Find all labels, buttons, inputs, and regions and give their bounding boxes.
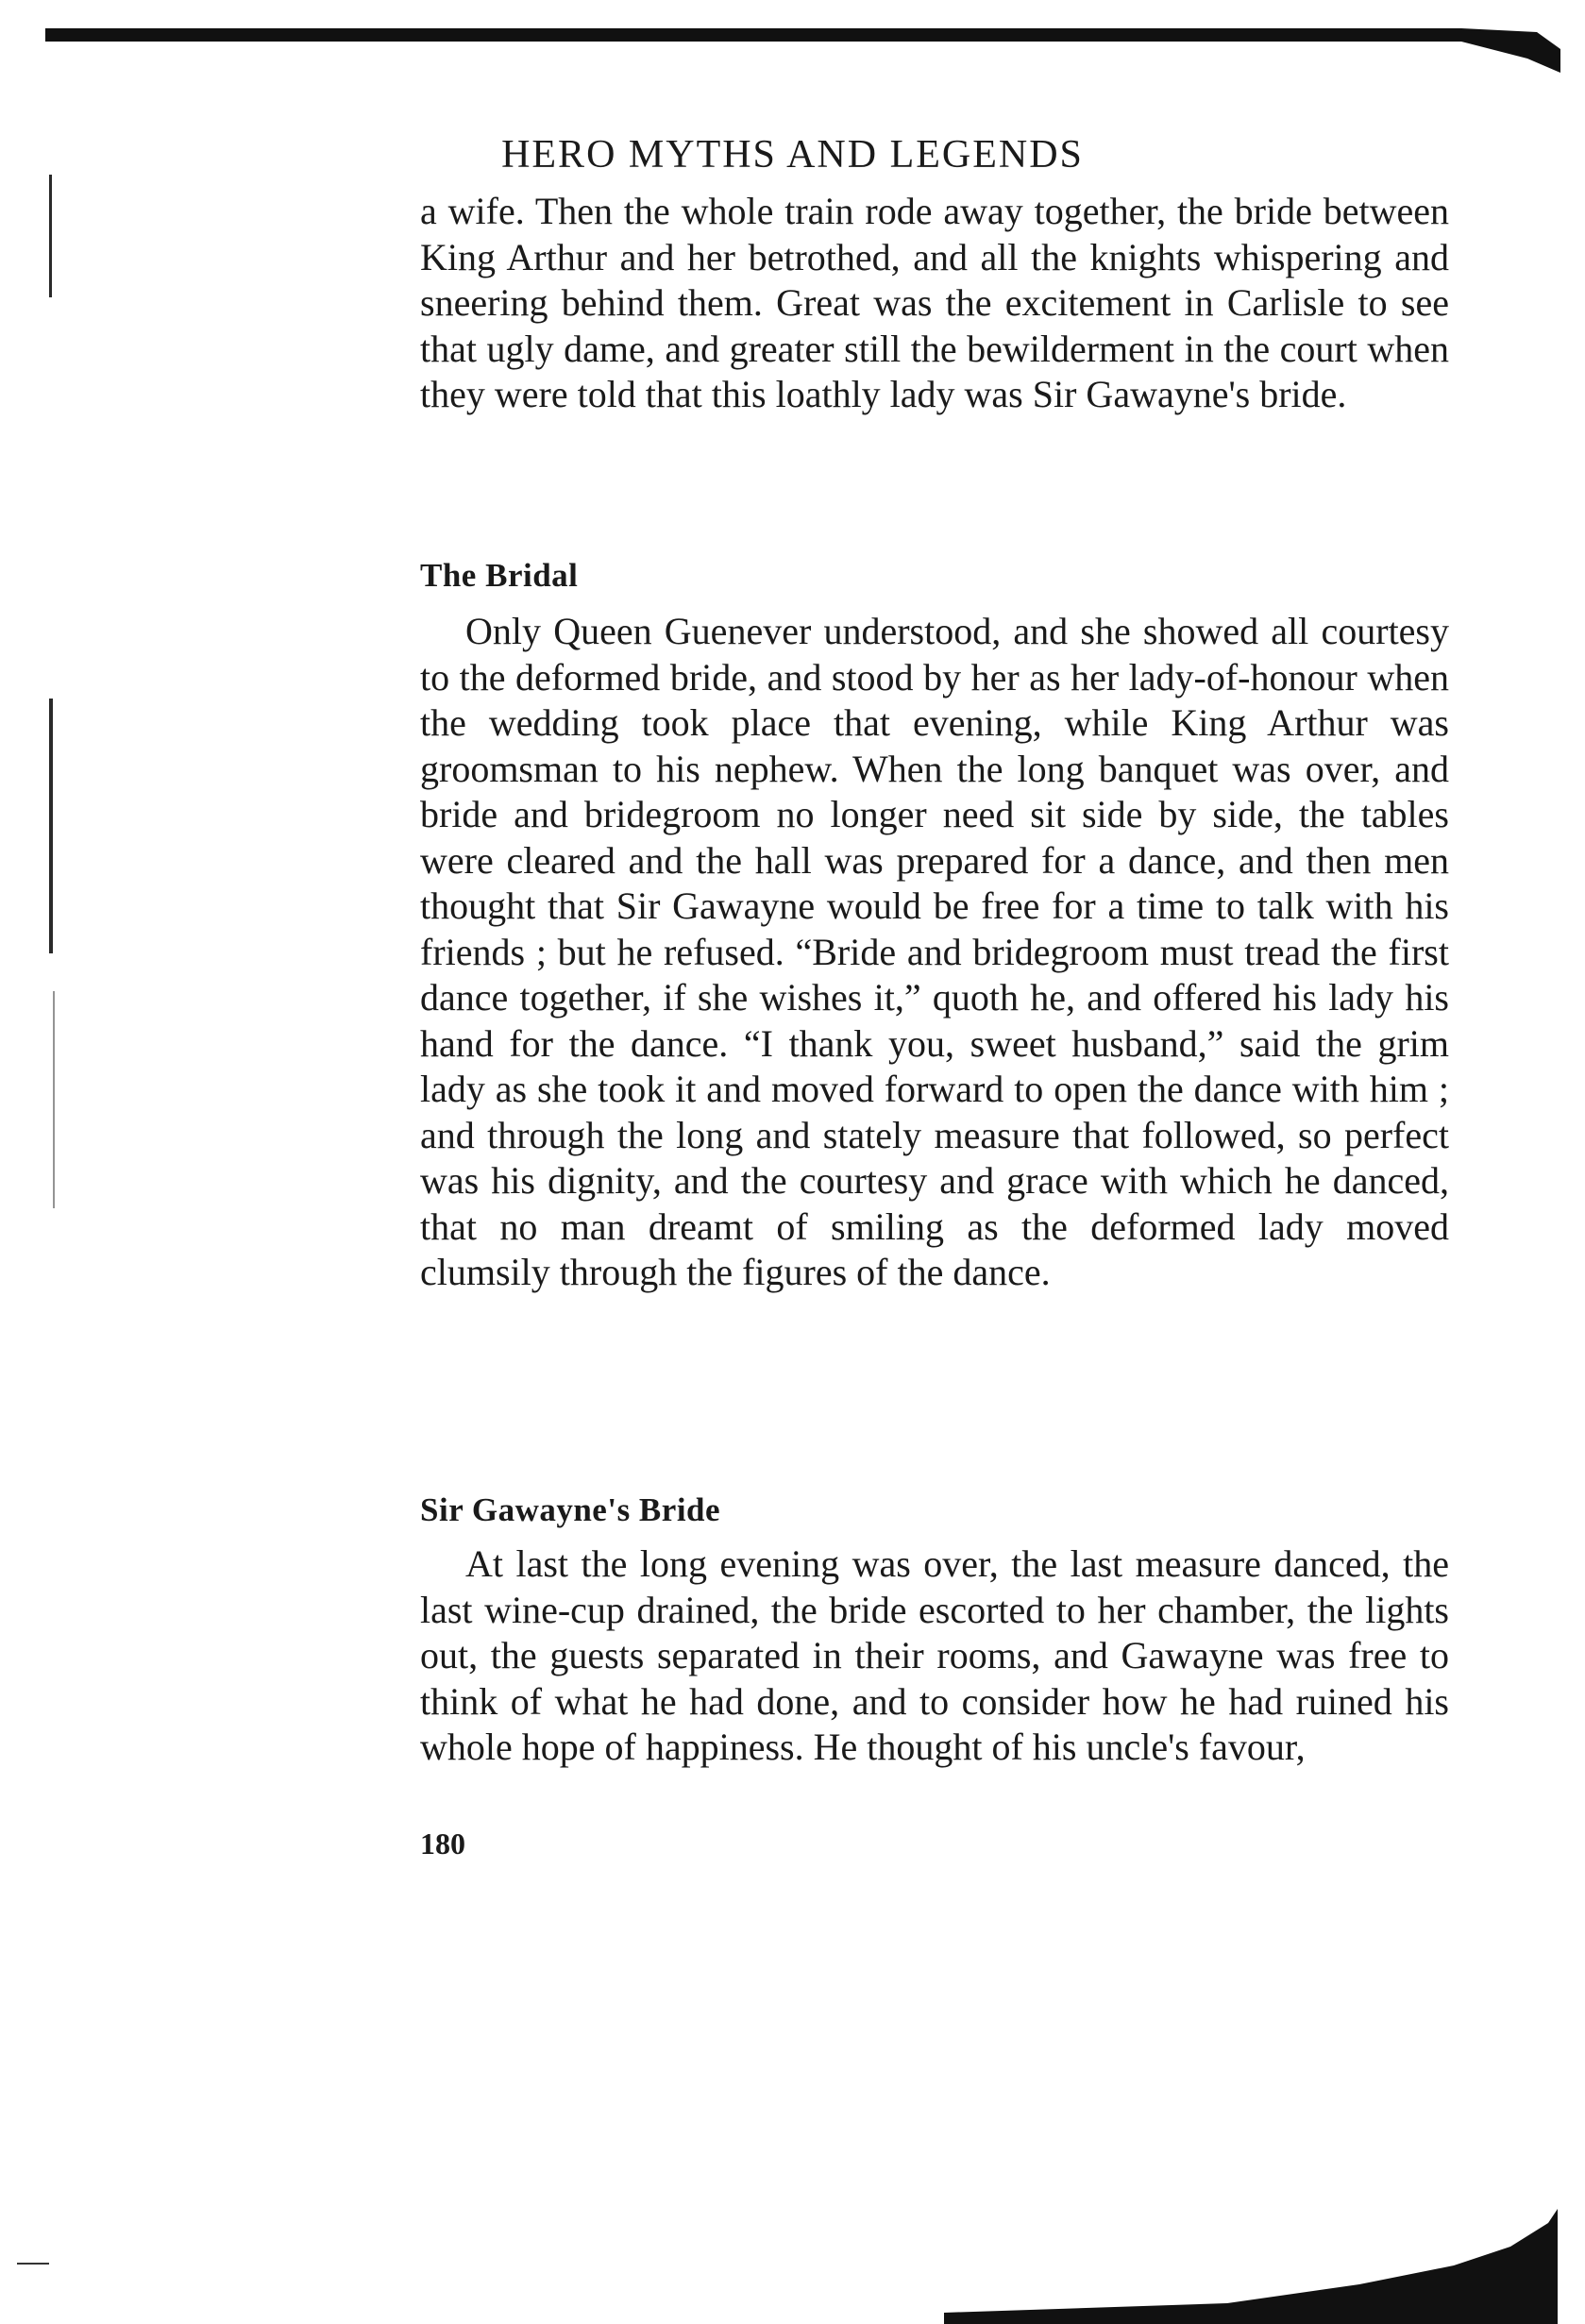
text-block-2: [420, 609, 1449, 1296]
margin-mark: [49, 175, 52, 297]
paragraph-2: Only Queen Guenever understood, and she showed all courtesy to the deformed bride, and stood by her as her lady-of-honour when the wedding took place that evening, while King Arthur was groomsman to his nephew. When the long banquet was over, and bride and bridegroom no longer need sit side by side, the tables were cleared and the hall was prepared for a dance, and then men thought that Sir Gawayne would be free for a time to talk with his friends ; but he refused. “Bride and bridegroom must tread the first dance together, if she wishes it,” quoth he, and offered his lady his hand for the dance. “I thank you, sweet husband,” said the grim lady as she took it and moved forward to open the dance with him ; and through the long and stately measure that followed, so perfect was his dignity, and the courtesy and grace with which he danced, that no man dreamt of smiling as the deformed lady moved clumsily through the figures of the dance.: [420, 610, 1449, 1293]
margin-mark: [49, 699, 53, 953]
side-heading-sir-gawaynes-bride: Sir Gawayne's Bride: [420, 1491, 721, 1528]
text-block-1: [420, 189, 1449, 418]
page-number: 180: [420, 1827, 465, 1861]
scan-bottom-edge: [0, 2171, 1585, 2324]
paragraph-3: At last the long evening was over, the last measure danced, the last wine-cup drained, the bride escorted to her chamber, the lights out, the guests separated in their rooms, and Gawayne was free to think of what he had done, and to consider how he had ruined his whole hope of happiness. He thought of his uncle's favour,: [420, 1542, 1449, 1768]
running-head: HERO MYTHS AND LEGENDS: [501, 133, 1084, 177]
text-block-3: [420, 1541, 1449, 1771]
paragraph-1: a wife. Then the whole train rode away together, the bride between King Arthur and her betrothed, and all the knights whispering and sneering behind them. Great was the excitement in Carlisle to see that ugly dame, and greater still the bewilderment in the court when they were told that this loathly lady was Sir Gawayne's bride.: [420, 190, 1449, 415]
side-heading-the-bridal: The Bridal: [420, 557, 579, 594]
margin-mark: [53, 991, 55, 1208]
